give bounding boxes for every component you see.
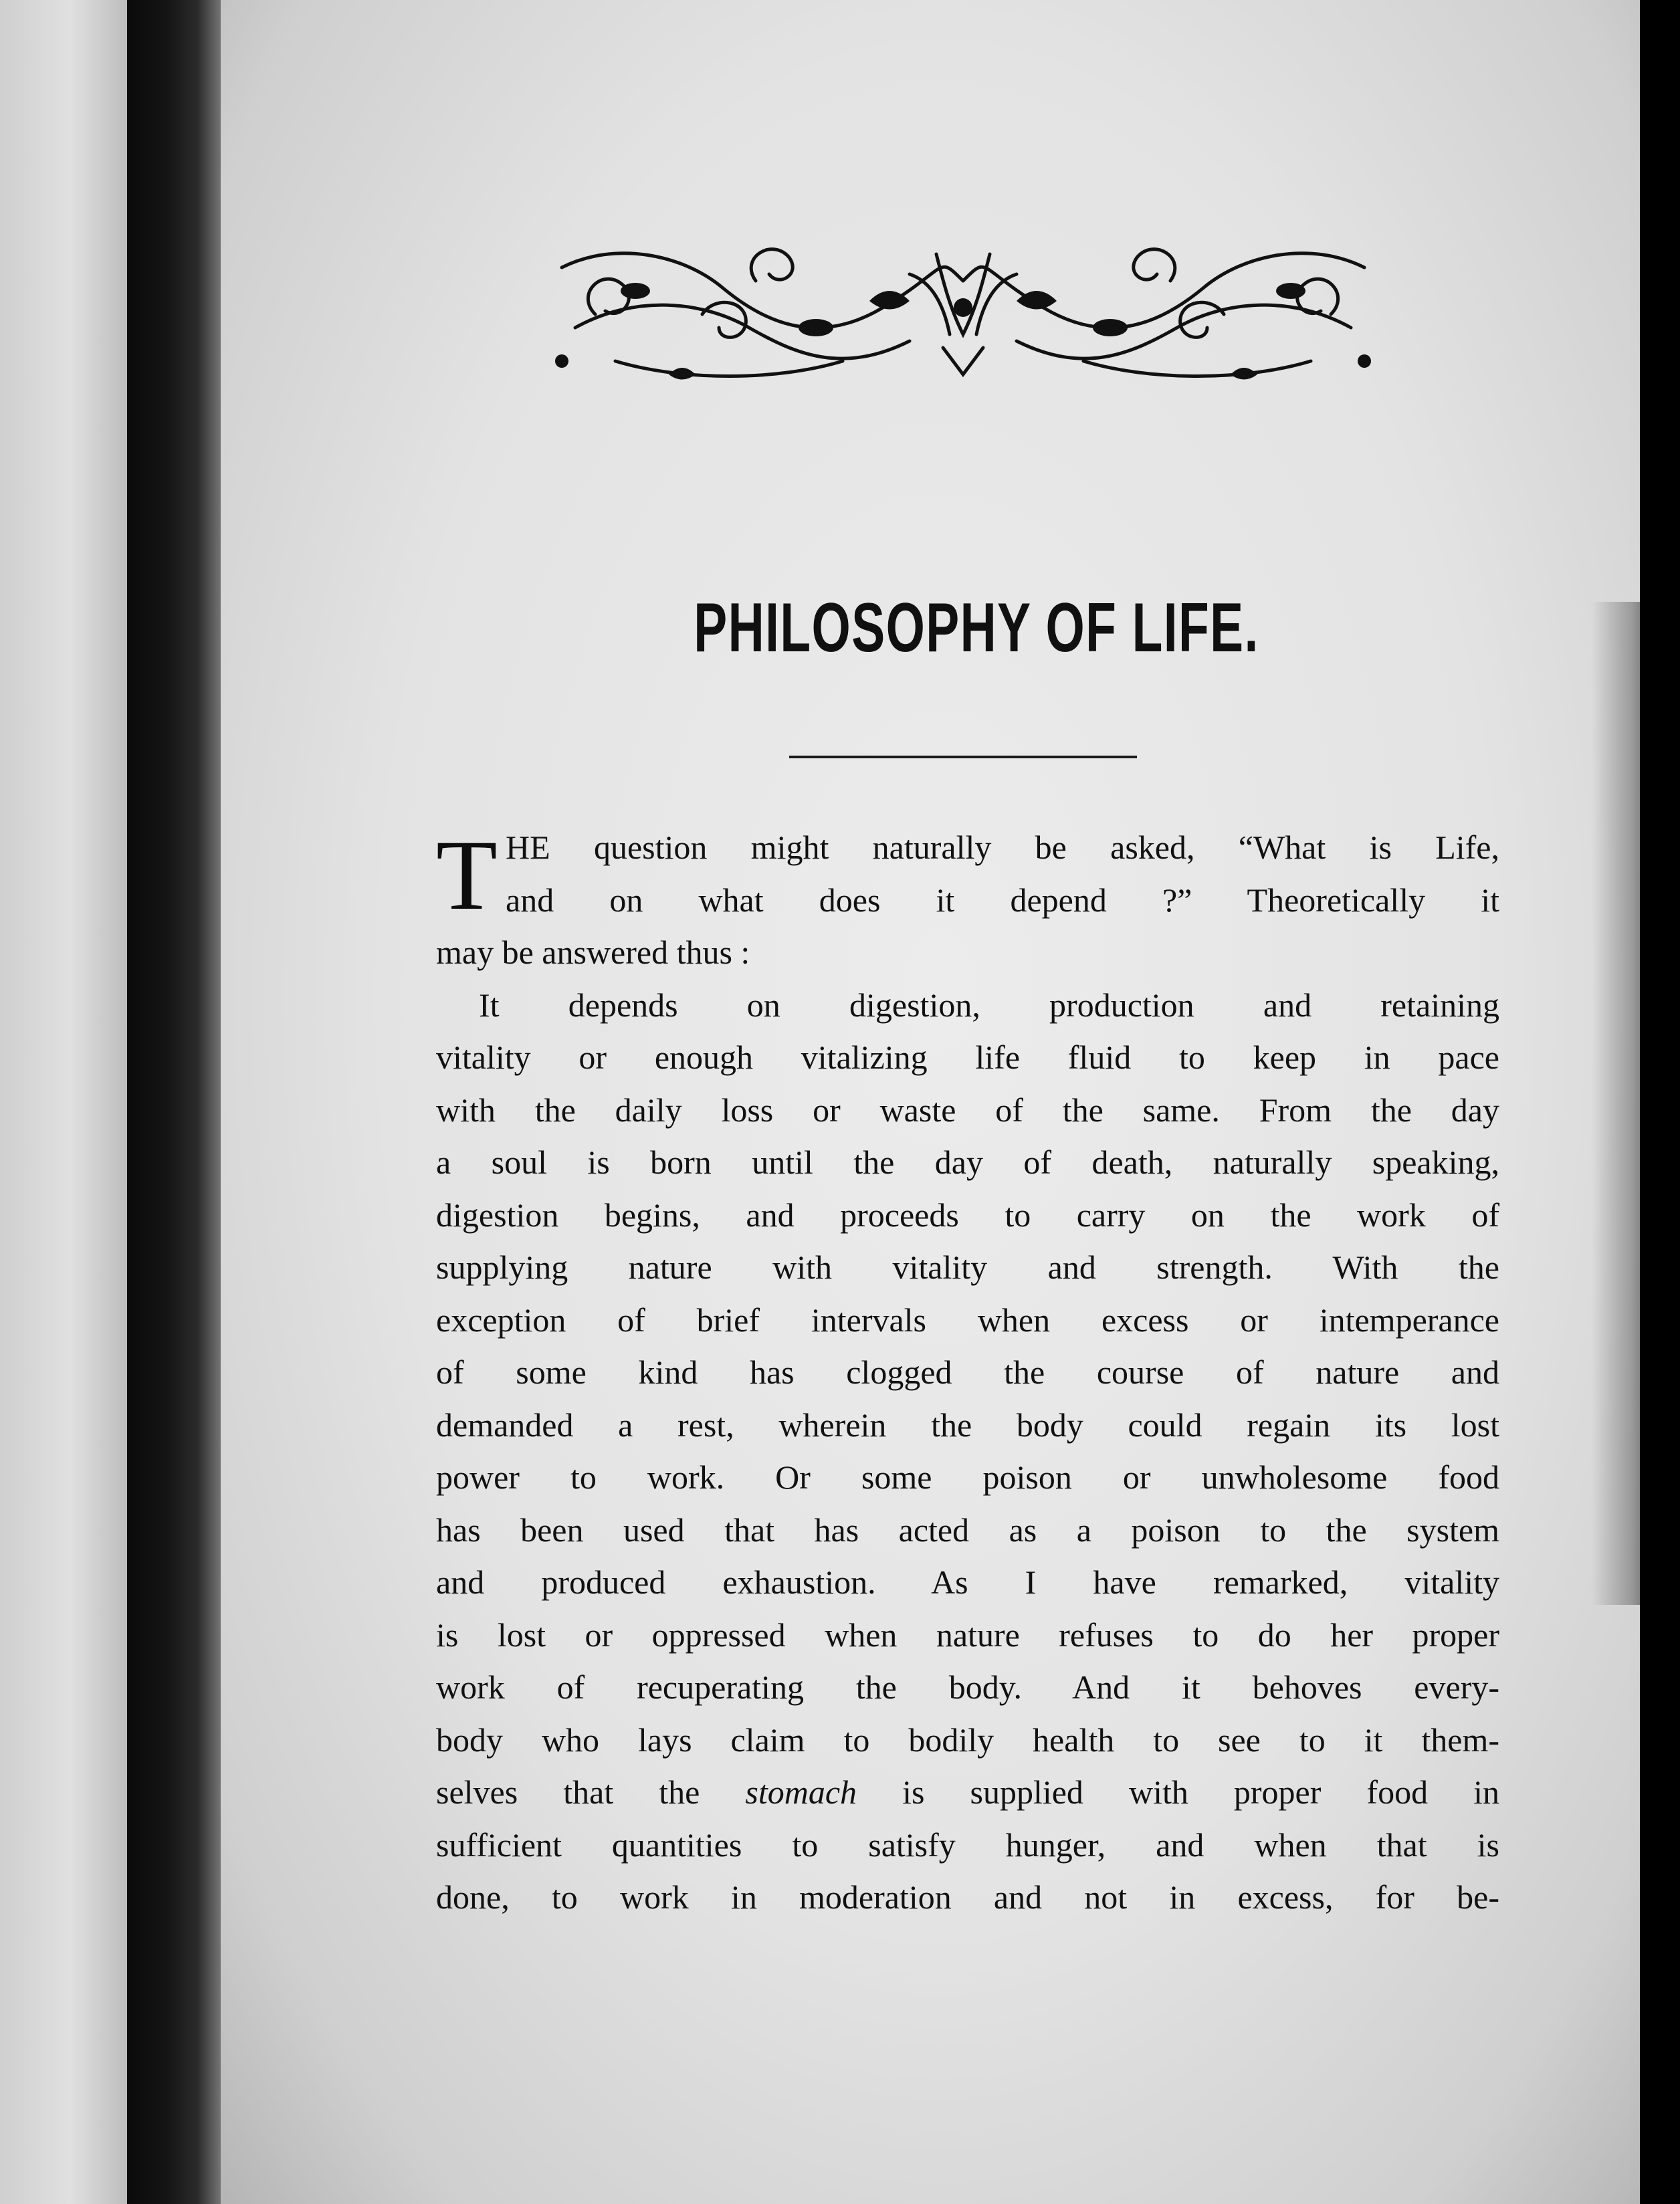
text-line: a soul is born until the day of death, naturally speaking, — [436, 1143, 1499, 1181]
text-line: It depends on digestion, production and retaining — [479, 986, 1499, 1024]
text-line: is lost or oppressed when nature refuses to do her proper — [436, 1616, 1499, 1654]
text-line: demanded a rest, wherein the body could regain its lost — [436, 1406, 1499, 1444]
book-gutter — [127, 0, 227, 2204]
facing-page-edge — [0, 0, 127, 2204]
text-line: with the daily loss or waste of the same. From the day — [436, 1091, 1499, 1129]
decorative-headpiece-ornament — [535, 227, 1391, 395]
text-line: may be answered thus : — [436, 933, 750, 971]
italic-word: stomach — [745, 1773, 857, 1811]
scan-border — [1640, 0, 1680, 2204]
text-line: vitality or enough vitalizing life fluid to keep in pace — [436, 1038, 1499, 1076]
text-line: of some kind has clogged the course of nature and — [436, 1353, 1499, 1391]
body-text — [436, 821, 1499, 1924]
text-line: exception of brief intervals when excess or intemperance — [436, 1301, 1499, 1339]
text-line: work of recuperating the body. And it behoves every- — [436, 1668, 1499, 1706]
text-line: supplying nature with vitality and strength. With the — [436, 1248, 1499, 1286]
text-line-content: HE question might naturally be asked, “What is Life, — [506, 829, 1499, 866]
text-line — [436, 1766, 1499, 1819]
text-segment: selves that the — [436, 1773, 700, 1811]
page-title: PHILOSOPHY OF LIFE. — [694, 589, 1259, 667]
text-line: digestion begins, and proceeds to carry on the work of — [436, 1196, 1499, 1234]
text-line: body who lays claim to bodily health to see to it them- — [436, 1721, 1499, 1759]
drop-cap: T — [436, 820, 498, 931]
text-line: power to work. Or some poison or unwholesome food — [436, 1458, 1499, 1496]
text-segment: is supplied with proper food in — [902, 1773, 1500, 1811]
text-line: and produced exhaustion. As I have remarked, vitality — [436, 1563, 1499, 1601]
text-line: sufficient quantities to satisfy hunger, and when that is — [436, 1826, 1499, 1864]
text-line: has been used that has acted as a poison to the system — [436, 1511, 1499, 1549]
text-line: done, to work in moderation and not in excess, for be- — [436, 1878, 1499, 1916]
text-line: and on what does it depend ?” Theoretically it — [506, 881, 1499, 919]
title-rule — [789, 756, 1137, 758]
